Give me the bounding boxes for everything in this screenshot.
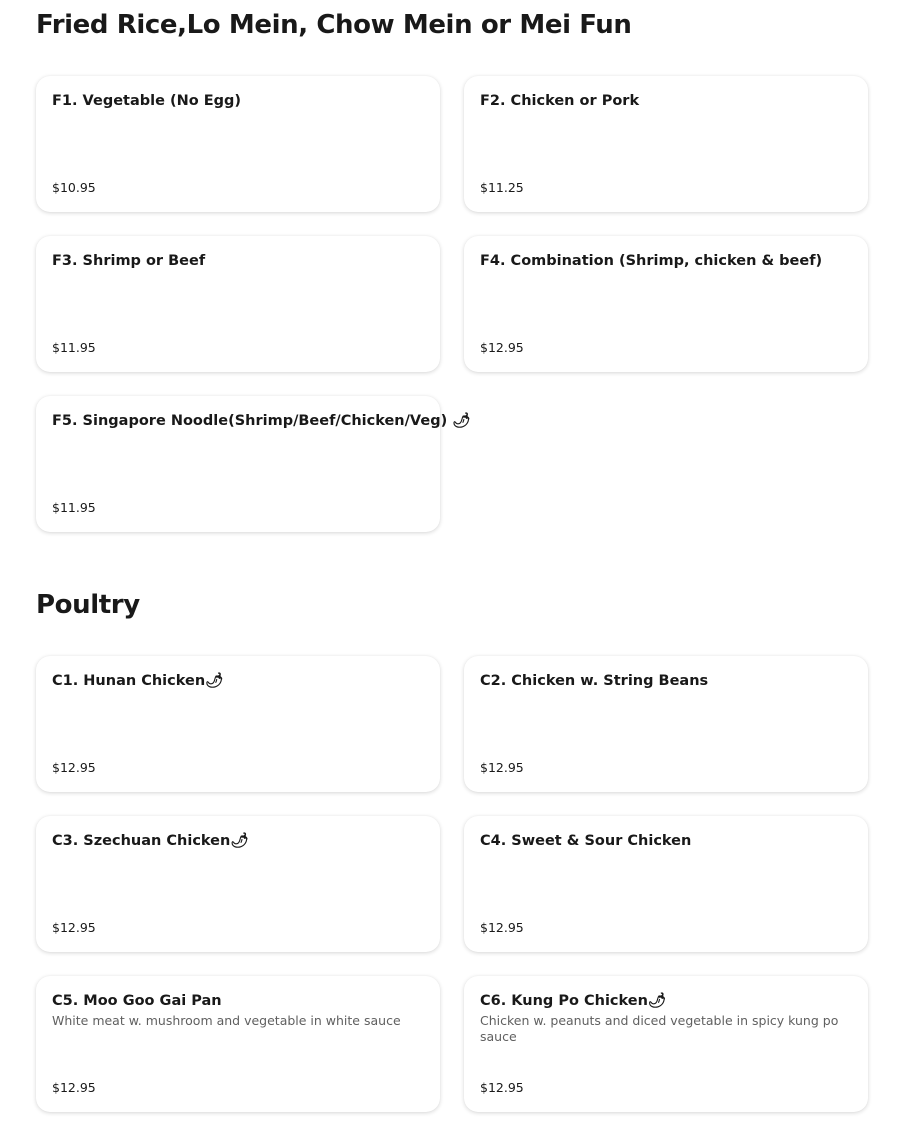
item-price: $11.95 [52, 500, 96, 515]
item-name: F5. Singapore Noodle(Shrimp/Beef/Chicken/Veg) 🌶 [52, 413, 471, 429]
item-price: $12.95 [52, 920, 96, 935]
menu-grid [36, 40, 868, 540]
item-price: $12.95 [480, 1080, 524, 1095]
menu-item-card[interactable] [464, 236, 868, 372]
menu-section-poultry [36, 590, 868, 1140]
menu-item-card[interactable] [464, 976, 868, 1112]
item-name: C4. Sweet & Sour Chicken [480, 833, 692, 849]
item-price: $11.25 [480, 180, 524, 195]
item-name: C1. Hunan Chicken🌶 [52, 673, 224, 689]
item-price: $12.95 [52, 1080, 96, 1095]
item-price: $12.95 [480, 920, 524, 935]
item-name: C2. Chicken w. String Beans [480, 673, 709, 689]
item-price: $12.95 [480, 340, 524, 355]
menu-item-card[interactable] [36, 236, 440, 372]
section-title: Poultry [36, 590, 140, 620]
item-name: F1. Vegetable (No Egg) [52, 93, 242, 109]
item-name: F2. Chicken or Pork [480, 93, 640, 109]
menu-section-fried-rice [36, 10, 868, 540]
item-name: C5. Moo Goo Gai Pan [52, 993, 222, 1009]
section-title: Fried Rice,Lo Mein, Chow Mein or Mei Fun [36, 10, 632, 40]
menu-grid [36, 620, 868, 1140]
item-price: $10.95 [52, 180, 96, 195]
item-name: F3. Shrimp or Beef [52, 253, 206, 269]
menu-item-card[interactable] [36, 76, 440, 212]
menu-item-card[interactable] [36, 976, 440, 1112]
item-description: Chicken w. peanuts and diced vegetable in spicy kung po sauce [480, 1013, 839, 1044]
menu-item-card[interactable] [36, 816, 440, 952]
item-description: White meat w. mushroom and vegetable in white sauce [52, 1013, 401, 1028]
item-price: $12.95 [52, 760, 96, 775]
menu-item-card[interactable] [36, 396, 471, 532]
item-name: C6. Kung Po Chicken🌶 [480, 993, 667, 1009]
item-price: $12.95 [480, 760, 524, 775]
menu-item-card[interactable] [464, 816, 868, 952]
menu-item-card[interactable] [36, 656, 440, 792]
item-name: C3. Szechuan Chicken🌶 [52, 833, 249, 849]
menu-item-card[interactable] [464, 76, 868, 212]
menu-item-card[interactable] [464, 656, 868, 792]
item-price: $11.95 [52, 340, 96, 355]
item-name: F4. Combination (Shrimp, chicken & beef) [480, 253, 823, 269]
